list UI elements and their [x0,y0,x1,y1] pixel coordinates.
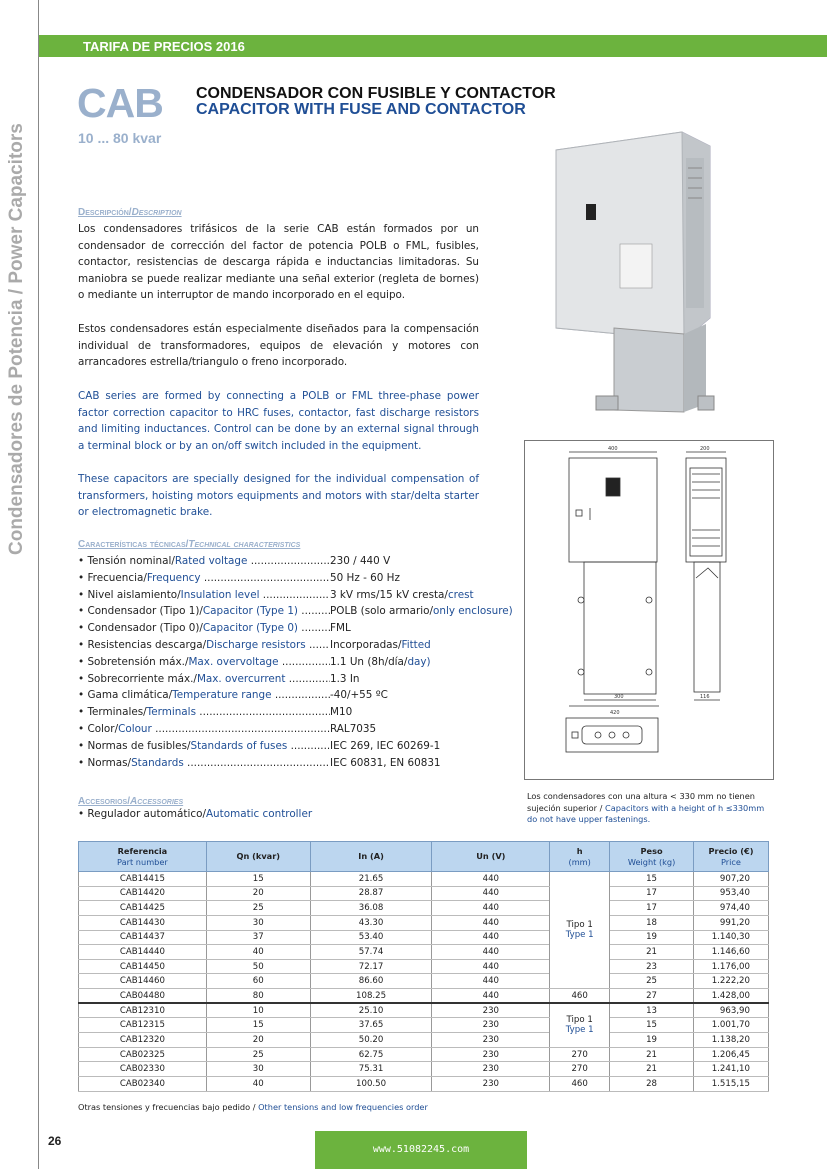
table-cell: 18 [610,915,694,930]
table-row [79,1033,769,1048]
table-cell: 50 [206,959,310,974]
page-number: 26 [48,1134,62,1148]
table-cell: CAB14430 [79,915,207,930]
table-cell: 30 [206,1062,310,1077]
table-cell: 20 [206,886,310,901]
table-row [79,945,769,960]
spec-value: Incorporadas/Fitted [330,638,431,651]
table-row [79,1018,769,1033]
table-cell: 19 [610,930,694,945]
table-cell: 25 [206,1047,310,1062]
spec-value: IEC 269, IEC 60269-1 [330,739,441,752]
table-cell: 21 [610,1062,694,1077]
price-table [78,841,769,1092]
spec-label: • Nivel aislamiento/Insulation level ..... [78,587,330,604]
table-row [79,901,769,916]
table-cell: 1.176,00 [694,959,769,974]
table-cell: 43.30 [310,915,432,930]
table-cell: 57.74 [310,945,432,960]
table-cell: 1.001,70 [694,1018,769,1033]
spec-row [78,553,513,570]
description-p4: These capacitors are specially designed for the individual compensation of transformers, hoisting motors equipments and motors with star/delta starter or electromagnetic brake. [78,473,479,519]
spec-label: • Tensión nominal/Rated voltage ..... [78,553,330,570]
title-es: CONDENSADOR CON FUSIBLE Y CONTACTOR [196,85,556,102]
spec-value: 50 Hz - 60 Hz [330,571,400,584]
table-row [79,930,769,945]
table-cell: 974,40 [694,901,769,916]
description-p2: Estos condensadores están especialmente diseñados para la compensación individual de transformadores, equipos de elevación y motores con arrancadores estrella/triangulo o freno incorporado. [78,323,479,369]
column-header: Precio (€) Price [694,842,769,872]
table-cell: 460 [550,989,610,1004]
dim-base: 300 [614,694,624,700]
accessories-title: Accesorios/Accessories [78,796,184,807]
table-cell: 440 [432,959,550,974]
spec-value: -40/+55 ºC [330,689,388,702]
table-cell: CAB14450 [79,959,207,974]
spec-row [78,654,513,671]
spec-label: • Terminales/Terminals ..... [78,704,330,721]
table-cell: 40 [206,1076,310,1091]
table-cell: CAB14437 [79,930,207,945]
table-cell: 991,20 [694,915,769,930]
column-header: Qn (kvar) [206,842,310,872]
table-cell: 440 [432,974,550,989]
table-cell: 230 [432,1033,550,1048]
table-cell: 440 [432,901,550,916]
footer-note: Otras tensiones y frecuencias bajo pedido / Other tensions and low frequencies order [78,1102,428,1112]
table-cell: CAB14460 [79,974,207,989]
spec-label: • Normas/Standards ..... [78,755,330,772]
table-cell: 230 [432,1062,550,1077]
spec-value: M10 [330,706,353,719]
table-cell: 25 [610,974,694,989]
table-cell: 230 [432,1018,550,1033]
column-header: In (A) [310,842,432,872]
table-cell: 13 [610,1003,694,1018]
type-cell: Tipo 1 Type 1 [550,872,610,989]
spec-row [78,721,513,738]
spec-label: • Condensador (Tipo 1)/Capacitor (Type 1) ..... [78,603,330,620]
table-cell: 17 [610,886,694,901]
table-cell: CAB02330 [79,1062,207,1077]
spec-label: • Color/Colour ..... [78,721,330,738]
sidebar-divider [38,0,39,1169]
spec-value: 1.3 In [330,672,360,685]
spec-label: • Frecuencia/Frequency ..... [78,570,330,587]
spec-value: 3 kV rms/15 kV cresta/crest [330,588,474,601]
table-cell: 37.65 [310,1018,432,1033]
table-cell: 15 [610,872,694,887]
product-code: CAB [77,80,163,126]
table-row [79,872,769,887]
technical-list [78,553,513,771]
table-cell: 230 [432,1047,550,1062]
column-header: Referencia Part number [79,842,207,872]
table-cell: 230 [432,1076,550,1091]
accessories-item: • Regulador automático/Automatic controller [78,808,313,820]
spec-label: • Resistencias descarga/Discharge resistors ..... [78,637,330,654]
table-cell: 75.31 [310,1062,432,1077]
product-photo [548,128,730,424]
table-cell: 440 [432,945,550,960]
table-cell: 60 [206,974,310,989]
table-cell: 1.140,30 [694,930,769,945]
table-row [79,915,769,930]
spec-label: • Sobretensión máx./Max. overvoltage ..... [78,654,330,671]
table-cell: 108.25 [310,989,432,1004]
table-cell: 30 [206,915,310,930]
column-header: h (mm) [550,842,610,872]
table-cell: 907,20 [694,872,769,887]
height-note: Los condensadores con una altura < 330 mm no tienen sujeción superior / Capacitors with a height of h ≤330mm do not have upper fastenings. [527,791,765,824]
table-cell: 19 [610,1033,694,1048]
type-cell: Tipo 1 Type 1 [550,1003,610,1047]
table-cell: CAB14415 [79,872,207,887]
table-cell: 440 [432,886,550,901]
table-cell: CAB04480 [79,989,207,1004]
table-cell: 50.20 [310,1033,432,1048]
table-cell: 270 [550,1062,610,1077]
table-cell: 21.65 [310,872,432,887]
table-row [79,886,769,901]
technical-title: Características técnicas/Technical characteristics [78,539,301,550]
spec-value: FML [330,622,351,635]
table-cell: 1.146,60 [694,945,769,960]
table-cell: CAB02340 [79,1076,207,1091]
table-cell: 86.60 [310,974,432,989]
table-row [79,1047,769,1062]
table-cell: 20 [206,1033,310,1048]
dim-depth: 200 [700,446,710,452]
table-cell: 1.241,10 [694,1062,769,1077]
dim-width: 400 [608,446,618,452]
spec-row [78,587,513,604]
table-cell: 15 [610,1018,694,1033]
spec-label: • Condensador (Tipo 0)/Capacitor (Type 0) ..... [78,620,330,637]
table-row [79,1003,769,1018]
table-row [79,989,769,1004]
spec-value: POLB (solo armario/only enclosure) [330,605,513,618]
table-cell: 28 [610,1076,694,1091]
table-cell: 27 [610,989,694,1004]
table-cell: 62.75 [310,1047,432,1062]
spec-label: • Gama climática/Temperature range ..... [78,687,330,704]
technical-drawing [524,440,774,780]
spec-value: RAL7035 [330,722,377,735]
table-cell: 21 [610,1047,694,1062]
spec-value: 1.1 Un (8h/día/day) [330,655,431,668]
table-cell: 10 [206,1003,310,1018]
table-cell: 270 [550,1047,610,1062]
spec-row [78,755,513,772]
table-cell: 15 [206,1018,310,1033]
table-cell: 21 [610,945,694,960]
spec-row [78,620,513,637]
spec-row [78,738,513,755]
table-cell: 28.87 [310,886,432,901]
table-cell: 963,90 [694,1003,769,1018]
table-cell: 1.206,45 [694,1047,769,1062]
header-band: TARIFA DE PRECIOS 2016 [39,35,827,57]
table-cell: 440 [432,915,550,930]
table-cell: 17 [610,901,694,916]
table-row [79,1076,769,1091]
table-cell: 440 [432,989,550,1004]
table-row [79,1062,769,1077]
table-cell: 1.138,20 [694,1033,769,1048]
description-title: Descripción/Description [78,207,182,218]
spec-row [78,570,513,587]
site-footer: www.51082245.com [315,1131,527,1169]
spec-row [78,687,513,704]
sidebar [0,0,38,1169]
table-cell: 1.222,20 [694,974,769,989]
table-cell: 460 [550,1076,610,1091]
table-cell: 40 [206,945,310,960]
spec-row [78,704,513,721]
spec-row [78,671,513,688]
table-cell: 25.10 [310,1003,432,1018]
spec-label: • Sobrecorriente máx./Max. overcurrent ..... [78,671,330,688]
table-cell: 440 [432,872,550,887]
dim-side: 116 [700,694,710,700]
table-cell: 15 [206,872,310,887]
table-cell: 440 [432,930,550,945]
table-cell: CAB12320 [79,1033,207,1048]
description-p1: Los condensadores trifásicos de la serie CAB están formados por un condensador de corrección del factor de potencia POLB o FML, fusibles, contactor, resistencias de descarga rápida e inductancias limitadoras. Su maniobra se puede realizar mediante una señal exterior (regleta de bornes) o mediante un interruptor de mando incorporado en el equipo. [78,223,479,302]
table-cell: 1.515,15 [694,1076,769,1091]
description-p3: CAB series are formed by connecting a POLB or FML three-phase power factor correction capacitor to HRC fuses, contactor, fast discharge resistors and limiting inductances. Control can be done by an external signal through a terminal block or by an on/off switch included in the equipment. [78,390,479,452]
table-cell: 80 [206,989,310,1004]
table-cell: CAB02325 [79,1047,207,1062]
table-cell: 37 [206,930,310,945]
table-cell: 230 [432,1003,550,1018]
table-cell: 72.17 [310,959,432,974]
table-cell: 53.40 [310,930,432,945]
sidebar-title: Condensadores de Potencia / Power Capacitors [6,123,27,555]
table-cell: 1.428,00 [694,989,769,1004]
table-cell: 25 [206,901,310,916]
table-cell: 36.08 [310,901,432,916]
table-cell: 100.50 [310,1076,432,1091]
table-cell: CAB12315 [79,1018,207,1033]
table-cell: CAB14425 [79,901,207,916]
table-row [79,959,769,974]
table-cell: CAB14440 [79,945,207,960]
spec-value: 230 / 440 V [330,555,391,567]
table-cell: 953,40 [694,886,769,901]
table-cell: CAB12310 [79,1003,207,1018]
title-en: CAPACITOR WITH FUSE AND CONTACTOR [196,101,526,118]
spec-value: IEC 60831, EN 60831 [330,756,441,769]
spec-label: • Normas de fusibles/Standards of fuses ..... [78,738,330,755]
column-header: Un (V) [432,842,550,872]
dim-total: 420 [610,710,620,716]
table-row [79,974,769,989]
product-range: 10 ... 80 kvar [78,130,162,146]
table-cell: CAB14420 [79,886,207,901]
table-cell: 23 [610,959,694,974]
column-header: Peso Weight (kg) [610,842,694,872]
spec-row [78,637,513,654]
spec-row [78,603,513,620]
